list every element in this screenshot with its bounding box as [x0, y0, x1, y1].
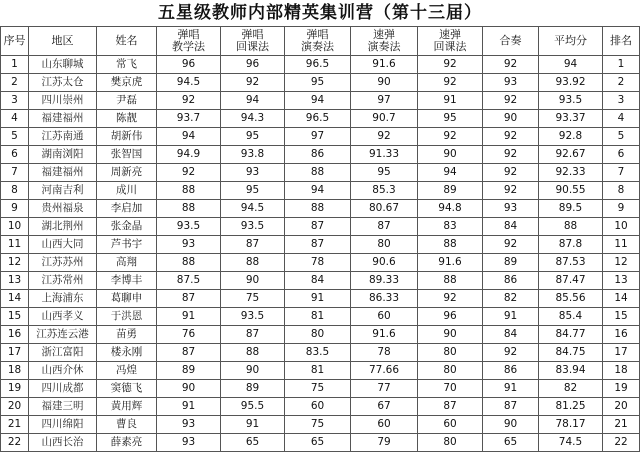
cell-ensemble: 93: [483, 74, 539, 92]
cell-ensemble: 92: [483, 236, 539, 254]
cell-name: 张智国: [97, 146, 157, 164]
cell-average: 85.4: [539, 308, 603, 326]
cell-speed-review: 87: [418, 398, 483, 416]
column-header-label: 速弹: [439, 28, 461, 41]
cell-name: 高翔: [97, 254, 157, 272]
cell-name: 薛素亮: [97, 434, 157, 452]
cell-rank: 8: [603, 182, 640, 200]
cell-sing-teaching: 93.5: [157, 218, 221, 236]
cell-speed-performance: 91.6: [351, 326, 418, 344]
cell-sing-teaching: 94.9: [157, 146, 221, 164]
cell-region: 江苏常州: [29, 272, 97, 290]
cell-name: 陈靓: [97, 110, 157, 128]
column-header-name: [97, 27, 157, 56]
cell-sing-review: 65: [221, 434, 285, 452]
cell-seq: 8: [1, 182, 29, 200]
cell-average: 88: [539, 218, 603, 236]
cell-sing-performance: 96.5: [285, 56, 351, 74]
cell-average: 82: [539, 380, 603, 398]
cell-rank: 21: [603, 416, 640, 434]
cell-sing-review: 92: [221, 74, 285, 92]
cell-seq: 18: [1, 362, 29, 380]
cell-speed-performance: 91.33: [351, 146, 418, 164]
cell-ensemble: 89: [483, 254, 539, 272]
cell-sing-review: 94.3: [221, 110, 285, 128]
table-row: [1, 128, 640, 146]
cell-sing-review: 94: [221, 92, 285, 110]
cell-sing-performance: 86: [285, 146, 351, 164]
cell-sing-performance: 87: [285, 218, 351, 236]
cell-name: 尹磊: [97, 92, 157, 110]
cell-sing-performance: 60: [285, 398, 351, 416]
cell-rank: 13: [603, 272, 640, 290]
page-title: 五星级教师内部精英集训营（第十三届）: [158, 3, 482, 23]
cell-average: 78.17: [539, 416, 603, 434]
table-row: [1, 362, 640, 380]
cell-speed-performance: 60: [351, 308, 418, 326]
cell-speed-performance: 79: [351, 434, 418, 452]
cell-speed-review: 91: [418, 92, 483, 110]
cell-sing-teaching: 94: [157, 128, 221, 146]
cell-sing-review: 88: [221, 254, 285, 272]
cell-speed-performance: 80: [351, 236, 418, 254]
cell-speed-performance: 77.66: [351, 362, 418, 380]
table-row: [1, 200, 640, 218]
cell-sing-performance: 94: [285, 182, 351, 200]
cell-speed-performance: 90: [351, 74, 418, 92]
cell-rank: 22: [603, 434, 640, 452]
column-header-sing-teaching: [157, 27, 221, 56]
cell-speed-review: 60: [418, 416, 483, 434]
cell-name: 芦书宇: [97, 236, 157, 254]
cell-average: 93.92: [539, 74, 603, 92]
column-header-sublabel: 教学法: [172, 40, 205, 53]
cell-average: 87.53: [539, 254, 603, 272]
column-header-label: 排名: [610, 34, 632, 47]
cell-sing-teaching: 96: [157, 56, 221, 74]
cell-seq: 5: [1, 128, 29, 146]
cell-average: 85.56: [539, 290, 603, 308]
cell-sing-teaching: 93: [157, 236, 221, 254]
cell-region: 山西介休: [29, 362, 97, 380]
cell-sing-performance: 81: [285, 362, 351, 380]
cell-sing-review: 94.5: [221, 200, 285, 218]
cell-rank: 12: [603, 254, 640, 272]
table-body: [1, 56, 640, 452]
column-header-ensemble: [483, 27, 539, 56]
table-row: [1, 308, 640, 326]
column-header-speed-performance: [351, 27, 418, 56]
cell-sing-review: 91: [221, 416, 285, 434]
cell-speed-performance: 78: [351, 344, 418, 362]
cell-rank: 7: [603, 164, 640, 182]
column-header-rank: [603, 27, 640, 56]
cell-sing-review: 87: [221, 236, 285, 254]
column-header-label: 弹唱: [177, 28, 200, 41]
cell-ensemble: 92: [483, 128, 539, 146]
cell-speed-performance: 85.3: [351, 182, 418, 200]
cell-sing-teaching: 88: [157, 254, 221, 272]
cell-seq: 19: [1, 380, 29, 398]
cell-average: 84.75: [539, 344, 603, 362]
cell-seq: 22: [1, 434, 29, 452]
cell-speed-review: 95: [418, 110, 483, 128]
cell-sing-performance: 88: [285, 200, 351, 218]
cell-rank: 10: [603, 218, 640, 236]
cell-sing-review: 95.5: [221, 398, 285, 416]
cell-seq: 16: [1, 326, 29, 344]
cell-region: 上海浦东: [29, 290, 97, 308]
cell-sing-performance: 83.5: [285, 344, 351, 362]
cell-sing-review: 75: [221, 290, 285, 308]
cell-sing-performance: 97: [285, 128, 351, 146]
cell-name: 葛聊申: [97, 290, 157, 308]
cell-speed-performance: 92: [351, 128, 418, 146]
cell-sing-review: 93.5: [221, 308, 285, 326]
cell-rank: 5: [603, 128, 640, 146]
cell-sing-teaching: 93.7: [157, 110, 221, 128]
cell-name: 于洪恩: [97, 308, 157, 326]
cell-region: 福建福州: [29, 110, 97, 128]
cell-sing-performance: 75: [285, 416, 351, 434]
cell-average: 90.55: [539, 182, 603, 200]
cell-region: 山东聊城: [29, 56, 97, 74]
cell-region: 浙江富阳: [29, 344, 97, 362]
column-header-label: 弹唱: [306, 28, 329, 41]
cell-speed-performance: 95: [351, 164, 418, 182]
column-header-region: [29, 27, 97, 56]
cell-speed-review: 96: [418, 308, 483, 326]
cell-region: 山西孝义: [29, 308, 97, 326]
cell-sing-teaching: 92: [157, 92, 221, 110]
cell-speed-performance: 89.33: [351, 272, 418, 290]
cell-rank: 20: [603, 398, 640, 416]
cell-speed-review: 94.8: [418, 200, 483, 218]
cell-speed-performance: 60: [351, 416, 418, 434]
cell-sing-performance: 78: [285, 254, 351, 272]
cell-average: 84.77: [539, 326, 603, 344]
column-header-label: 序号: [3, 34, 26, 47]
cell-name: 成川: [97, 182, 157, 200]
cell-region: 河南吉利: [29, 182, 97, 200]
cell-speed-review: 90: [418, 326, 483, 344]
cell-ensemble: 92: [483, 182, 539, 200]
cell-region: 山西长治: [29, 434, 97, 452]
cell-seq: 12: [1, 254, 29, 272]
cell-region: 江苏南通: [29, 128, 97, 146]
column-header-sublabel: 回课法: [433, 40, 467, 53]
cell-name: 张金晶: [97, 218, 157, 236]
cell-sing-review: 95: [221, 182, 285, 200]
cell-ensemble: 91: [483, 308, 539, 326]
table-row: [1, 146, 640, 164]
cell-ensemble: 92: [483, 344, 539, 362]
cell-speed-performance: 87: [351, 218, 418, 236]
cell-average: 92.67: [539, 146, 603, 164]
cell-sing-review: 87: [221, 326, 285, 344]
cell-speed-review: 88: [418, 236, 483, 254]
cell-rank: 16: [603, 326, 640, 344]
cell-speed-review: 92: [418, 290, 483, 308]
table-row: [1, 326, 640, 344]
cell-ensemble: 92: [483, 56, 539, 74]
cell-speed-review: 92: [418, 128, 483, 146]
cell-seq: 9: [1, 200, 29, 218]
cell-ensemble: 87: [483, 398, 539, 416]
cell-sing-performance: 95: [285, 74, 351, 92]
cell-sing-teaching: 90: [157, 380, 221, 398]
cell-average: 94: [539, 56, 603, 74]
cell-ensemble: 84: [483, 326, 539, 344]
column-header-label: 速弹: [373, 28, 395, 41]
cell-sing-teaching: 89: [157, 362, 221, 380]
cell-speed-performance: 86.33: [351, 290, 418, 308]
cell-speed-performance: 80.67: [351, 200, 418, 218]
cell-rank: 4: [603, 110, 640, 128]
cell-rank: 15: [603, 308, 640, 326]
cell-sing-teaching: 91: [157, 308, 221, 326]
cell-sing-performance: 87: [285, 236, 351, 254]
cell-sing-review: 93.5: [221, 218, 285, 236]
cell-average: 92.33: [539, 164, 603, 182]
cell-region: 福建福州: [29, 164, 97, 182]
cell-average: 74.5: [539, 434, 603, 452]
cell-sing-teaching: 87.5: [157, 272, 221, 290]
cell-seq: 17: [1, 344, 29, 362]
cell-rank: 14: [603, 290, 640, 308]
cell-sing-review: 95: [221, 128, 285, 146]
table-row: [1, 290, 640, 308]
column-header-average: [539, 27, 603, 56]
cell-seq: 11: [1, 236, 29, 254]
cell-sing-review: 90: [221, 362, 285, 380]
cell-rank: 9: [603, 200, 640, 218]
table-row: [1, 254, 640, 272]
table-row: [1, 218, 640, 236]
column-header-sing-performance: [285, 27, 351, 56]
cell-speed-performance: 90.6: [351, 254, 418, 272]
table-row: [1, 110, 640, 128]
cell-sing-teaching: 76: [157, 326, 221, 344]
cell-name: 胡新伟: [97, 128, 157, 146]
cell-average: 87.8: [539, 236, 603, 254]
cell-speed-performance: 90.7: [351, 110, 418, 128]
cell-sing-review: 93: [221, 164, 285, 182]
cell-rank: 1: [603, 56, 640, 74]
cell-seq: 15: [1, 308, 29, 326]
cell-speed-performance: 97: [351, 92, 418, 110]
cell-sing-performance: 65: [285, 434, 351, 452]
table-row: [1, 380, 640, 398]
cell-seq: 2: [1, 74, 29, 92]
cell-name: 李启加: [97, 200, 157, 218]
cell-rank: 17: [603, 344, 640, 362]
cell-region: 贵州福泉: [29, 200, 97, 218]
cell-rank: 2: [603, 74, 640, 92]
cell-ensemble: 84: [483, 218, 539, 236]
cell-sing-performance: 84: [285, 272, 351, 290]
cell-name: 樊京虎: [97, 74, 157, 92]
cell-rank: 19: [603, 380, 640, 398]
table-header-row: [1, 27, 640, 56]
cell-region: 四川成都: [29, 380, 97, 398]
cell-sing-teaching: 93: [157, 416, 221, 434]
cell-region: 湖南浏阳: [29, 146, 97, 164]
cell-sing-review: 90: [221, 272, 285, 290]
cell-sing-teaching: 94.5: [157, 74, 221, 92]
column-header-label: 弹唱: [241, 28, 264, 41]
cell-seq: 1: [1, 56, 29, 74]
cell-ensemble: 92: [483, 164, 539, 182]
cell-speed-review: 83: [418, 218, 483, 236]
cell-region: 江苏苏州: [29, 254, 97, 272]
cell-sing-review: 88: [221, 344, 285, 362]
cell-average: 92.8: [539, 128, 603, 146]
cell-speed-review: 80: [418, 434, 483, 452]
cell-sing-teaching: 87: [157, 344, 221, 362]
cell-sing-review: 89: [221, 380, 285, 398]
cell-ensemble: 86: [483, 362, 539, 380]
cell-rank: 18: [603, 362, 640, 380]
cell-speed-review: 89: [418, 182, 483, 200]
cell-region: 四川崇州: [29, 92, 97, 110]
column-header-label: 合奏: [499, 34, 522, 47]
cell-ensemble: 90: [483, 110, 539, 128]
cell-sing-performance: 80: [285, 326, 351, 344]
cell-sing-teaching: 93: [157, 434, 221, 452]
cell-average: 81.25: [539, 398, 603, 416]
cell-sing-performance: 94: [285, 92, 351, 110]
table-row: [1, 164, 640, 182]
cell-speed-performance: 77: [351, 380, 418, 398]
table-row: [1, 74, 640, 92]
cell-region: 江苏连云港: [29, 326, 97, 344]
cell-seq: 13: [1, 272, 29, 290]
cell-ensemble: 82: [483, 290, 539, 308]
cell-sing-performance: 88: [285, 164, 351, 182]
column-header-label: 地区: [51, 34, 74, 47]
cell-seq: 10: [1, 218, 29, 236]
cell-seq: 3: [1, 92, 29, 110]
cell-sing-performance: 81: [285, 308, 351, 326]
cell-name: 黄用辉: [97, 398, 157, 416]
cell-sing-teaching: 88: [157, 200, 221, 218]
column-header-sublabel: 回课法: [236, 40, 269, 53]
column-header-sing-review: [221, 27, 285, 56]
cell-ensemble: 93: [483, 200, 539, 218]
cell-average: 89.5: [539, 200, 603, 218]
cell-sing-performance: 75: [285, 380, 351, 398]
cell-speed-review: 94: [418, 164, 483, 182]
cell-speed-review: 80: [418, 362, 483, 380]
cell-ensemble: 86: [483, 272, 539, 290]
cell-region: 湖北荆州: [29, 218, 97, 236]
cell-seq: 20: [1, 398, 29, 416]
cell-speed-performance: 91.6: [351, 56, 418, 74]
cell-sing-teaching: 92: [157, 164, 221, 182]
column-header-seq: [1, 27, 29, 56]
cell-seq: 4: [1, 110, 29, 128]
cell-speed-review: 92: [418, 56, 483, 74]
cell-rank: 11: [603, 236, 640, 254]
table-row: [1, 398, 640, 416]
cell-region: 福建三明: [29, 398, 97, 416]
cell-speed-review: 80: [418, 344, 483, 362]
cell-sing-performance: 91: [285, 290, 351, 308]
table-row: [1, 272, 640, 290]
cell-sing-teaching: 91: [157, 398, 221, 416]
cell-seq: 21: [1, 416, 29, 434]
cell-ensemble: 92: [483, 92, 539, 110]
cell-name: 苗勇: [97, 326, 157, 344]
cell-name: 窦德飞: [97, 380, 157, 398]
table-row: [1, 416, 640, 434]
cell-name: 李博丰: [97, 272, 157, 290]
table-row: [1, 344, 640, 362]
cell-ensemble: 90: [483, 416, 539, 434]
cell-average: 93.5: [539, 92, 603, 110]
cell-name: 曹良: [97, 416, 157, 434]
cell-speed-review: 88: [418, 272, 483, 290]
cell-average: 83.94: [539, 362, 603, 380]
column-header-label: 平均分: [554, 34, 587, 47]
cell-average: 87.47: [539, 272, 603, 290]
cell-name: 楼永刚: [97, 344, 157, 362]
cell-speed-review: 92: [418, 74, 483, 92]
cell-region: 山西大同: [29, 236, 97, 254]
cell-average: 93.37: [539, 110, 603, 128]
column-header-speed-review: [418, 27, 483, 56]
cell-name: 冯煌: [97, 362, 157, 380]
column-header-sublabel: 演奏法: [301, 40, 334, 53]
cell-speed-performance: 67: [351, 398, 418, 416]
table-row: [1, 236, 640, 254]
column-header-sublabel: 演奏法: [367, 40, 401, 53]
cell-speed-review: 90: [418, 146, 483, 164]
cell-speed-review: 91.6: [418, 254, 483, 272]
cell-seq: 6: [1, 146, 29, 164]
cell-seq: 7: [1, 164, 29, 182]
cell-sing-review: 93.8: [221, 146, 285, 164]
table-row: [1, 56, 640, 74]
cell-rank: 6: [603, 146, 640, 164]
cell-rank: 3: [603, 92, 640, 110]
cell-speed-review: 70: [418, 380, 483, 398]
cell-region: 四川绵阳: [29, 416, 97, 434]
cell-seq: 14: [1, 290, 29, 308]
cell-sing-teaching: 88: [157, 182, 221, 200]
cell-name: 周新亮: [97, 164, 157, 182]
table-row: [1, 434, 640, 452]
cell-sing-review: 96: [221, 56, 285, 74]
score-table: [0, 26, 640, 452]
cell-ensemble: 92: [483, 146, 539, 164]
cell-name: 常飞: [97, 56, 157, 74]
cell-region: 江苏太仓: [29, 74, 97, 92]
cell-sing-performance: 96.5: [285, 110, 351, 128]
table-row: [1, 182, 640, 200]
column-header-label: 姓名: [115, 34, 138, 47]
cell-sing-teaching: 87: [157, 290, 221, 308]
cell-ensemble: 91: [483, 380, 539, 398]
table-row: [1, 92, 640, 110]
cell-ensemble: 65: [483, 434, 539, 452]
